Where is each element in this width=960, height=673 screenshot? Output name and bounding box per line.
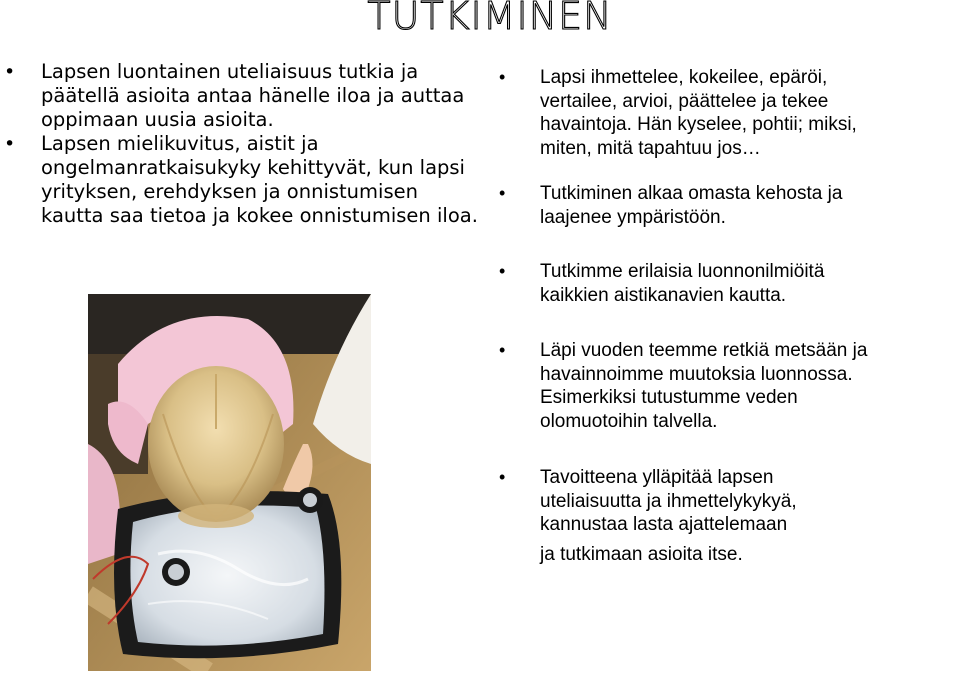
bullet-line: laajenee ympäristöön. xyxy=(540,206,726,228)
bullet-line: Tavoitteena ylläpitää lapsen xyxy=(540,467,774,488)
bullet-line: Lapsi ihmettelee, kokeilee, epäröi, xyxy=(540,67,828,88)
photo-child-exploring-ice xyxy=(88,294,371,671)
right-bullet-item xyxy=(497,339,960,433)
left-bullet-text: Lapsen mielikuvitus, aistit ja ongelmanratkaisukyky kehittyvät, kun lapsi yrityksen, erehdyksen ja onnistumisen kautta saa tietoa ja kokee onnistumisen iloa. xyxy=(41,132,478,227)
bullet-line: Tutkimme erilaisia luonnonilmiöitä xyxy=(540,261,825,282)
right-bullet-item xyxy=(497,66,960,160)
bullet-line: vertailee, arvioi, päättelee ja tekee xyxy=(540,90,829,112)
bullet-line: uteliaisuutta ja ihmettelykykyä, xyxy=(540,490,797,512)
photo-illustration xyxy=(88,294,371,671)
right-bullet-item xyxy=(497,182,960,229)
right-bullet-item xyxy=(497,260,960,307)
bullet-icon: • xyxy=(4,133,16,155)
right-bullet-list xyxy=(497,66,960,566)
left-bullet-list xyxy=(0,60,480,228)
bullet-line: olomuotoihin talvella. xyxy=(540,410,718,432)
left-bullet-item xyxy=(0,60,480,132)
bullet-line: Tutkiminen alkaa omasta kehosta ja xyxy=(540,183,843,204)
bullet-line: miten, mitä tapahtuu jos… xyxy=(540,137,761,159)
page-title: TUTKIMINEN xyxy=(367,0,613,38)
right-bullet-item xyxy=(497,466,960,566)
left-bullet-text: Lapsen luontainen uteliaisuus tutkia ja päätellä asioita antaa hänelle iloa ja auttaa oppimaan uusia asioita. xyxy=(41,60,465,131)
left-bullet-item xyxy=(0,132,480,228)
bullet-line: ja tutkimaan asioita itse. xyxy=(540,543,743,565)
bullet-line: havainnoimme muutoksia luonnossa. xyxy=(540,363,853,385)
bullet-icon: • xyxy=(499,261,506,281)
bullet-icon: • xyxy=(499,67,506,87)
bullet-line: Esimerkiksi tutustumme veden xyxy=(540,387,798,408)
bullet-line: Läpi vuoden teemme retkiä metsään ja xyxy=(540,340,868,361)
bullet-line: kaikkien aistikanavien kautta. xyxy=(540,284,787,306)
bullet-icon: • xyxy=(499,183,506,203)
bullet-line: kannustaa lasta ajattelemaan xyxy=(540,514,788,535)
bullet-icon: • xyxy=(499,340,506,360)
bullet-icon: • xyxy=(4,61,16,83)
bullet-icon: • xyxy=(499,467,506,487)
bullet-line: havaintoja. Hän kyselee, pohtii; miksi, xyxy=(540,114,857,135)
